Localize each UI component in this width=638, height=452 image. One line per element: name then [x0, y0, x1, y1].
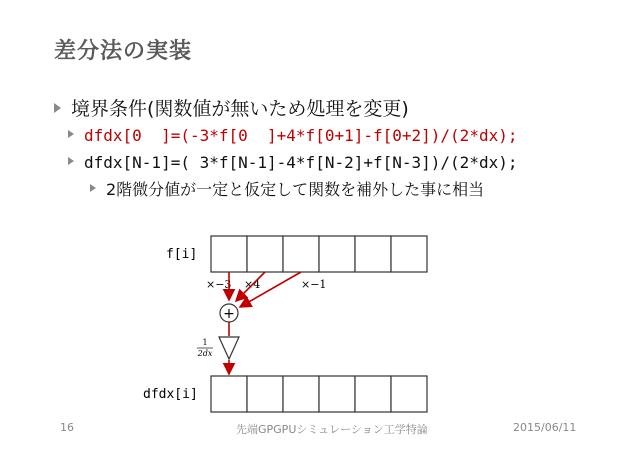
dfdx-cell: [247, 376, 283, 412]
f-array: [211, 236, 427, 272]
coef-minus1: ×−1: [301, 278, 327, 291]
dfdx-array: [211, 376, 427, 412]
bullet-text: 2階微分値が一定と仮定して関数を補外した事に相当: [106, 180, 485, 199]
dfdx-cell: [319, 376, 355, 412]
dfdx-label: dfdx[i]: [143, 387, 198, 402]
coef-4: ×4: [244, 278, 261, 291]
f-label: f[i]: [166, 247, 198, 262]
dfdx-cell: [391, 376, 427, 412]
footer-date: 2015/06/11: [513, 421, 577, 434]
code-line: dfdx[0 ]=(-3*f[0 ]+4*f[0+1]-f[0+2])/(2*dx);: [84, 126, 518, 145]
f-cell: [391, 236, 427, 272]
scale-denominator: 2dx: [197, 349, 213, 358]
f-cell: [247, 236, 283, 272]
f-cell: [283, 236, 319, 272]
sum-symbol: +: [223, 306, 235, 322]
scale-triangle-icon: [219, 337, 239, 359]
coef-minus3: ×−3: [206, 278, 232, 291]
f-cell: [355, 236, 391, 272]
f-cell: [211, 236, 247, 272]
page-number: 16: [60, 421, 74, 434]
dfdx-cell: [283, 376, 319, 412]
bullet-text: 境界条件(関数値が無いため処理を変更): [71, 98, 409, 120]
f-cell: [319, 236, 355, 272]
footer-course: 先端GPGPUシミュレーション工学特論: [236, 423, 428, 436]
scale-numerator: 1: [202, 338, 208, 347]
code-line: dfdx[N-1]=( 3*f[N-1]-4*f[N-2]+f[N-3])/(2*dx);: [84, 153, 518, 172]
dfdx-cell: [355, 376, 391, 412]
dfdx-cell: [211, 376, 247, 412]
arrow-f1: [236, 272, 265, 301]
slide-title: 差分法の実装: [54, 38, 193, 64]
